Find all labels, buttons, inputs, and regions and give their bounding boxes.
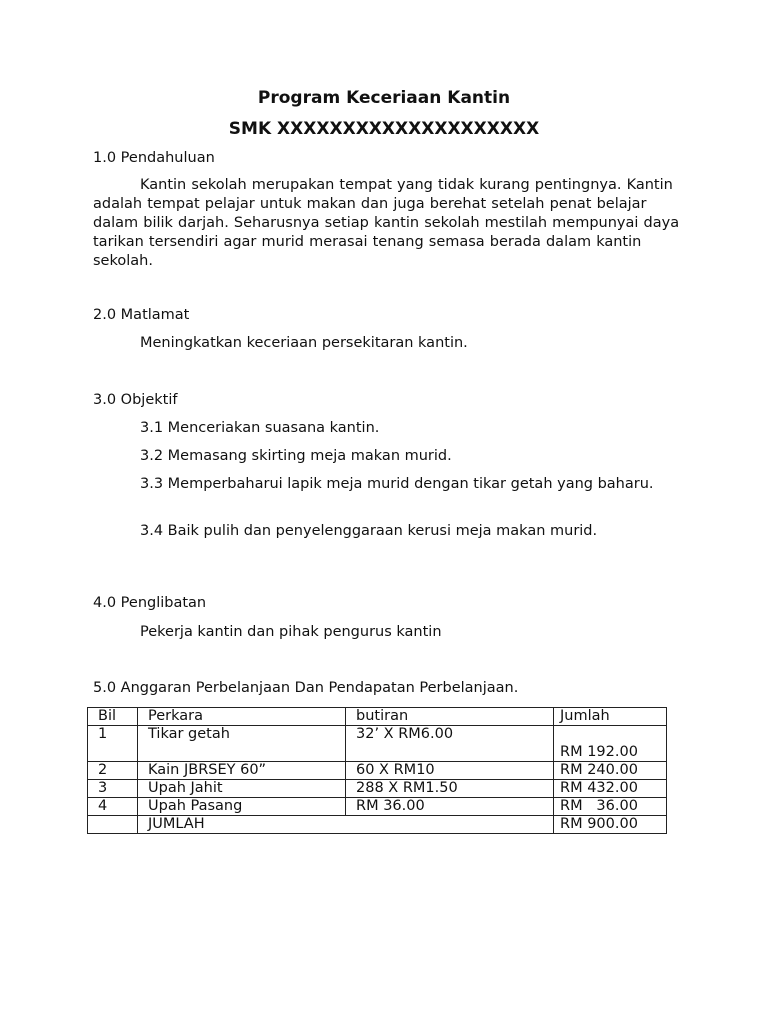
- table-row: [88, 798, 667, 816]
- table-header-row: [88, 708, 667, 726]
- section-1-heading: 1.0 Pendahuluan: [93, 150, 215, 166]
- section-4-heading: 4.0 Penglibatan: [93, 595, 207, 611]
- table-cell: RM 36.00: [346, 798, 554, 816]
- objective-item: 3.3 Memperbaharui lapik meja murid dengan tikar getah yang baharu.: [140, 476, 654, 492]
- header-cell: Bil: [88, 708, 138, 726]
- total-value: RM 900.00: [554, 816, 667, 834]
- section-3-heading: 3.0 Objektif: [93, 392, 178, 408]
- total-label: JUMLAH: [138, 816, 554, 834]
- objective-item: 3.1 Menceriakan suasana kantin.: [140, 420, 380, 436]
- document-subtitle: SMK XXXXXXXXXXXXXXXXXXXX: [228, 119, 540, 139]
- table-cell: Kain JBRSEY 60”: [138, 762, 346, 780]
- objective-item: 3.4 Baik pulih dan penyelenggaraan kerusi meja makan murid.: [140, 523, 598, 539]
- section-2-text: Meningkatkan keceriaan persekitaran kantin.: [140, 335, 468, 351]
- document-title: Program Keceriaan Kantin: [257, 88, 511, 108]
- table-cell: 32’ X RM6.00: [346, 726, 554, 762]
- table-cell: 1: [88, 726, 138, 762]
- section-2-heading: 2.0 Matlamat: [93, 307, 190, 323]
- table-cell: RM 36.00: [554, 798, 667, 816]
- table-cell: 60 X RM10: [346, 762, 554, 780]
- table-cell: Tikar getah: [138, 726, 346, 762]
- table-cell: 3: [88, 780, 138, 798]
- section-4-text: Pekerja kantin dan pihak pengurus kantin: [140, 624, 442, 640]
- table-cell: 288 X RM1.50: [346, 780, 554, 798]
- table-row: [88, 726, 667, 762]
- table-cell: 4: [88, 798, 138, 816]
- table-cell: Upah Pasang: [138, 798, 346, 816]
- table-cell: [88, 816, 138, 834]
- header-cell: butiran: [346, 708, 554, 726]
- section-1-paragraph: Kantin sekolah merupakan tempat yang tidak kurang pentingnya. Kantin adalah tempat pelajar untuk makan dan juga berehat setelah penat belajar dalam bilik darjah. Seharusnya setiap kantin sekolah mestilah mempunyai daya tarikan tersendiri agar murid merasai tenang semasa berada dalam kantin sekolah.: [93, 177, 680, 269]
- objective-item: 3.2 Memasang skirting meja makan murid.: [140, 448, 452, 464]
- table-cell: 2: [88, 762, 138, 780]
- header-cell: Jumlah: [554, 708, 667, 726]
- table-cell: RM 432.00: [554, 780, 667, 798]
- section-5-heading: 5.0 Anggaran Perbelanjaan Dan Pendapatan Perbelanjaan.: [93, 680, 519, 696]
- budget-table: [87, 707, 667, 834]
- table-row: [88, 780, 667, 798]
- table-total-row: [88, 816, 667, 834]
- table-row: [88, 762, 667, 780]
- table-cell: Upah Jahit: [138, 780, 346, 798]
- table-cell: RM 192.00: [554, 726, 667, 762]
- table-cell: RM 240.00: [554, 762, 667, 780]
- header-cell: Perkara: [138, 708, 346, 726]
